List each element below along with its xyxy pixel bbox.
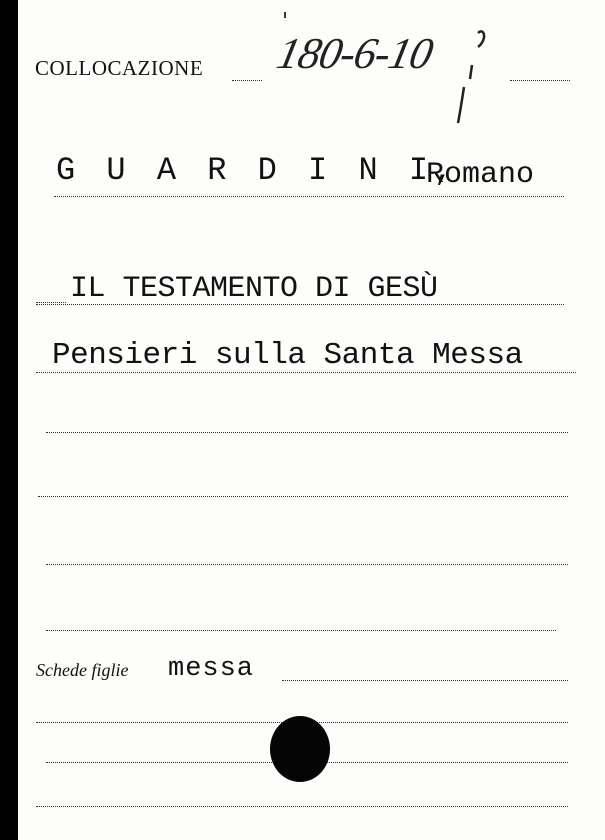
dotted-line — [54, 196, 564, 197]
author-surname: G U A R D I N I, — [56, 152, 460, 189]
dotted-line — [38, 496, 568, 497]
dotted-line — [46, 630, 556, 631]
punch-hole — [270, 716, 330, 782]
dotted-line — [36, 806, 568, 807]
dotted-line — [46, 564, 568, 565]
collocazione-label: COLLOCAZIONE — [35, 56, 204, 80]
dotted-line — [36, 304, 564, 305]
book-title: IL TESTAMENTO DI GESÙ — [70, 272, 438, 306]
catalog-card — [18, 0, 605, 840]
dotted-line — [510, 80, 570, 81]
dotted-line — [36, 372, 576, 373]
book-subtitle: Pensieri sulla Santa Messa — [52, 338, 523, 373]
dotted-line — [232, 80, 262, 81]
collocazione-value: 180-6-10 — [272, 29, 437, 78]
dotted-line — [282, 680, 568, 681]
schede-figlie-value: messa — [168, 654, 255, 684]
dotted-line — [36, 302, 66, 303]
schede-figlie-label: Schede figlie — [36, 660, 129, 680]
author-first-name: Romano — [426, 158, 535, 192]
top-mark — [284, 12, 286, 18]
handwritten-stroke — [448, 25, 488, 125]
dotted-line — [46, 432, 568, 433]
